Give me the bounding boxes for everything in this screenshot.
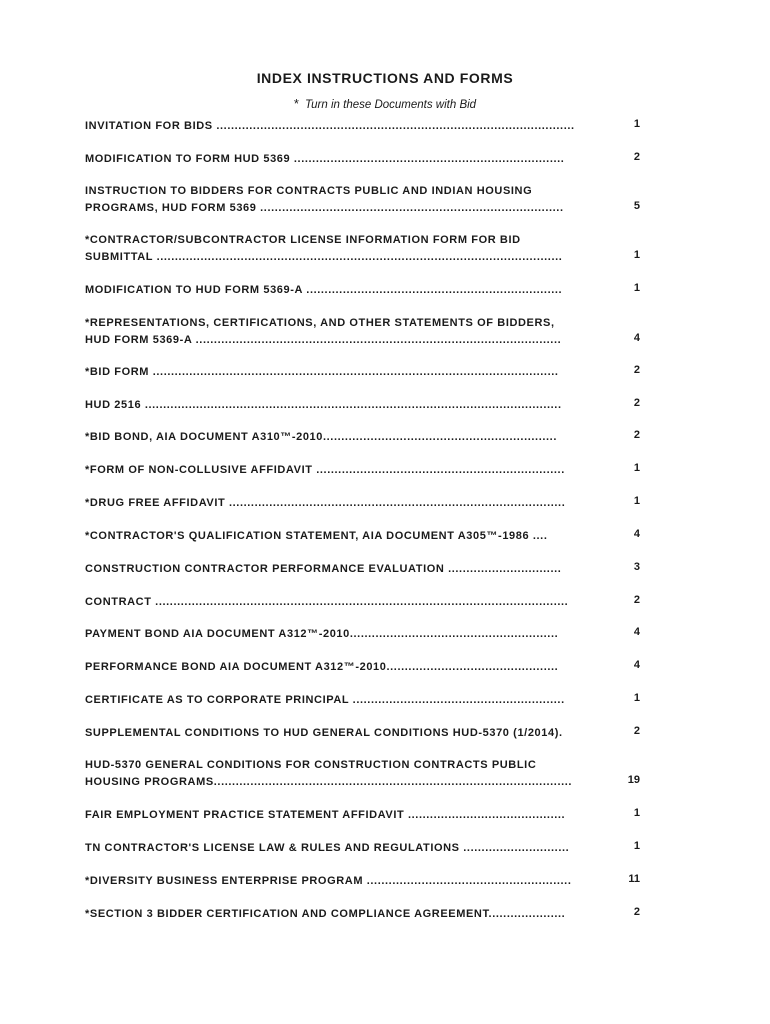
entry-title: *CONTRACTOR'S QUALIFICATION STATEMENT, AIA DOCUMENT A305™-1986 .... (85, 530, 548, 542)
entry-title: MODIFICATION TO FORM HUD 5369 .......................................................................... (85, 153, 565, 165)
entry-page-count: 1 (633, 462, 640, 474)
subtitle-text: Turn in these Documents with Bid (304, 99, 477, 111)
entry-page-count: 1 (633, 840, 640, 852)
entry-title: MODIFICATION TO HUD FORM 5369-A ...................................................................... (85, 284, 563, 296)
entry-title: CONSTRUCTION CONTRACTOR PERFORMANCE EVALUATION ............................... (85, 563, 562, 575)
entry-page-count: 4 (633, 528, 640, 540)
entry-title: CONTRACT ................................................................................................................. (85, 596, 569, 608)
entry-page-count: 11 (628, 873, 640, 885)
entry-page-count: 1 (633, 692, 640, 704)
entry-page-count: 3 (633, 561, 640, 573)
entry-title: *REPRESENTATIONS, CERTIFICATIONS, AND OTHER STATEMENTS OF BIDDERS, HUD FORM 5369-A .................................................................................................... (85, 317, 562, 346)
entry-page-count: 4 (633, 659, 640, 671)
entry-title: *BID BOND, AIA DOCUMENT A310™-2010................................................................ (85, 431, 557, 443)
entry-page-count: 2 (633, 906, 640, 918)
entry-page-count: 1 (633, 282, 640, 294)
asterisk-marker: * (293, 96, 299, 111)
page-title: INDEX INSTRUCTIONS AND FORMS (256, 70, 514, 86)
entry-page-count: 4 (633, 332, 640, 344)
entry-title: SUPPLEMENTAL CONDITIONS TO HUD GENERAL CONDITIONS HUD-5370 (1/2014). (85, 727, 563, 739)
entry-title: INVITATION FOR BIDS .................................................................................................. (85, 120, 575, 132)
entry-title: *BID FORM ............................................................................................................... (85, 366, 559, 378)
entry-page-count: 2 (633, 725, 640, 737)
entry-page-count: 1 (633, 495, 640, 507)
entry-page-count: 2 (633, 364, 640, 376)
entry-page-count: 5 (633, 200, 640, 212)
entry-title: INSTRUCTION TO BIDDERS FOR CONTRACTS PUBLIC AND INDIAN HOUSING PROGRAMS, HUD FORM 5369 ................................................................................... (85, 185, 564, 214)
entry-page-count: 1 (633, 807, 640, 819)
entry-title: TN CONTRACTOR'S LICENSE LAW & RULES AND REGULATIONS ............................. (85, 842, 570, 854)
entry-title: HUD-5370 GENERAL CONDITIONS FOR CONSTRUCTION CONTRACTS PUBLIC HOUSING PROGRAMS.................................................................................................. (85, 759, 573, 788)
entry-page-count: 1 (633, 249, 640, 261)
entry-title: *CONTRACTOR/SUBCONTRACTOR LICENSE INFORMATION FORM FOR BID SUBMITTAL ............................................................................................................... (85, 234, 563, 263)
entry-page-count: 2 (633, 397, 640, 409)
entry-title: *SECTION 3 BIDDER CERTIFICATION AND COMPLIANCE AGREEMENT..................... (85, 908, 566, 920)
entry-title: FAIR EMPLOYMENT PRACTICE STATEMENT AFFIDAVIT ........................................... (85, 809, 566, 821)
entry-page-count: 2 (633, 594, 640, 606)
entry-page-count: 19 (627, 774, 640, 786)
page-subtitle (0, 96, 770, 111)
entry-title: HUD 2516 .................................................................................................................. (85, 399, 562, 411)
entry-page-count: 2 (633, 151, 640, 163)
entry-page-count: 4 (633, 626, 640, 638)
entry-page-count: 1 (633, 118, 640, 130)
entry-title: *DRUG FREE AFFIDAVIT ............................................................................................ (85, 497, 566, 509)
entry-page-count: 2 (633, 429, 640, 441)
entry-title: CERTIFICATE AS TO CORPORATE PRINCIPAL .......................................................... (85, 694, 565, 706)
entry-title: PAYMENT BOND AIA DOCUMENT A312™-2010......................................................... (85, 628, 559, 640)
entry-title: PERFORMANCE BOND AIA DOCUMENT A312™-2010............................................... (85, 661, 559, 673)
entry-title: *DIVERSITY BUSINESS ENTERPRISE PROGRAM ........................................................ (85, 875, 572, 887)
entry-title: *FORM OF NON-COLLUSIVE AFFIDAVIT .................................................................... (85, 464, 565, 476)
